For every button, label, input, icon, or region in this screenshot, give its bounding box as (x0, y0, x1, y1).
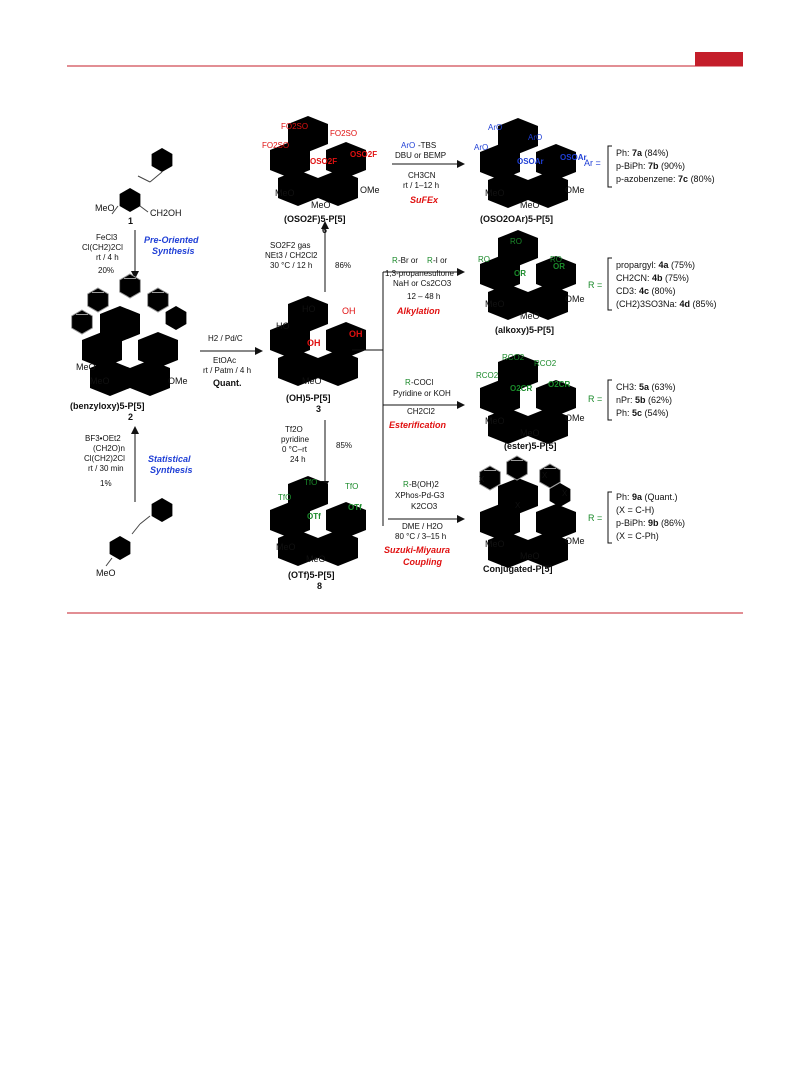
fluorosulfation-cond-1: SO2F2 gas (270, 241, 311, 250)
compound-7-g2: ArO (528, 133, 543, 142)
sufex-reagent-prefix: ArO (401, 141, 416, 150)
compound-6-meo-2: MeO (311, 200, 331, 210)
compound-8-meo-1: MeO (276, 542, 296, 552)
sufex-cond-2: CH3CN (408, 171, 436, 180)
compound-6-ome: OMe (360, 185, 380, 195)
ester-cond-1: Pyridine or KOH (393, 389, 451, 398)
statistical-yield: 1% (100, 479, 112, 488)
compound-8-t1: TfO (304, 478, 318, 487)
compound-3-ho-2: HO (276, 321, 290, 331)
pre-oriented-title-2: Synthesis (152, 246, 195, 256)
compound-5-c2: RCO2 (534, 359, 557, 368)
compound-8-t4: OTf (307, 512, 321, 521)
compound-2-meo-a: MeO (76, 362, 96, 372)
compound-6-g3: FO2SO (262, 141, 290, 150)
compound-6-name: (OSO2F)5-P[5] (284, 214, 346, 224)
statistical-title-1: Statistical (148, 454, 191, 464)
suzuki-key: R = (588, 513, 603, 523)
pre-oriented-yield: 20% (98, 266, 115, 275)
ester-key: R = (588, 394, 603, 404)
compound-7-g5: OSOAr (560, 153, 587, 162)
conjugated-meo-1: MeO (485, 539, 505, 549)
statistical-cond-3: Cl(CH2)2Cl (84, 454, 125, 463)
sufex-cond-3: rt / 1–12 h (403, 181, 440, 190)
compound-8-t2: TfO (345, 482, 359, 491)
ester-list-item: nPr: 5b (62%) (616, 395, 673, 405)
deprotection-cond-2: EtOAc (213, 356, 237, 365)
compound-4-name: (alkoxy)5-P[5] (495, 325, 555, 335)
compound-8-number: 8 (317, 581, 323, 591)
suzuki-list (616, 492, 685, 541)
conjugated-x-2: X (542, 471, 548, 480)
compound-2-name: (benzyloxy)5-P[5] (70, 401, 145, 411)
compound-4-meo-1: MeO (485, 299, 505, 309)
conjugated-name: Conjugated-P[5] (483, 564, 553, 574)
ester-list (616, 382, 676, 418)
compound-6-g5: OSO2F (350, 150, 378, 159)
alkylation-name: Alkylation (397, 306, 441, 316)
suzuki-cond-2: K2CO3 (411, 502, 438, 511)
compound-1-substituent: CH2OH (150, 208, 182, 218)
sufex-cond-1: DBU or BEMP (395, 151, 447, 160)
compound-7-g1: ArO (488, 123, 503, 132)
compound-6-g1: FO2SO (281, 122, 309, 131)
alkylation-reagent-r1-text: -Br or (398, 256, 418, 265)
triflation-cond-4: 24 h (290, 455, 306, 464)
esterification-name: Esterification (389, 420, 447, 430)
compound-3-name: (OH)5-P[5] (286, 393, 331, 403)
conjugated-ome: OMe (565, 536, 585, 546)
ester-bracket (608, 380, 612, 420)
alkyl-list-item: (CH2)3SO3Na: 4d (85%) (616, 299, 717, 309)
triflation-cond-3: 0 °C–rt (282, 445, 307, 454)
compound-3-meo: MeO (302, 376, 322, 386)
alkyl-key: R = (588, 280, 603, 290)
fluorosulfation-yield: 86% (335, 261, 352, 270)
conjugated-meo-2: MeO (520, 551, 540, 561)
alkyl-list-item: propargyl: 4a (75%) (616, 260, 696, 270)
compound-4-ro-2: RO (478, 255, 490, 264)
compound-5-meo-2: MeO (520, 428, 540, 438)
compound-8-t5: OTf (348, 503, 362, 512)
compound-3-ho-1: HO (302, 304, 316, 314)
suzuki-name-1: Suzuki-Miyaura (384, 545, 451, 555)
compound-4-ro-3: RO (550, 255, 562, 264)
pre-oriented-title-1: Pre-Oriented (144, 235, 199, 245)
statistical-cond-4: rt / 30 min (88, 464, 124, 473)
compound-4-meo-2: MeO (520, 311, 540, 321)
compound-4-or-2: OR (553, 262, 565, 271)
suzuki-reagent-suffix: -B(OH)2 (409, 480, 439, 489)
alkylation-reagent-r2-text: -I or (433, 256, 448, 265)
triflation-yield: 85% (336, 441, 353, 450)
alkylation-cond-1: 1,3-propanesultone (385, 269, 454, 278)
compound-5-name: (ester)5-P[5] (504, 441, 557, 451)
conjugated-x-4: X (562, 489, 568, 498)
suzuki-list-item: (X = C-Ph) (616, 531, 659, 541)
compound-3-oh-3: OH (349, 329, 363, 339)
compound-5-ome: OMe (565, 413, 585, 423)
alkyl-list-item: CH2CN: 4b (75%) (616, 273, 690, 283)
compound-2-meo-b: MeO (90, 376, 110, 386)
compound-3-oh-2: OH (307, 338, 321, 348)
suzuki-bracket (608, 492, 612, 543)
compound-5-c1: RCO2 (502, 353, 525, 362)
compound-3-number: 3 (316, 404, 322, 414)
statistical-cond-1: BF3•OEt2 (85, 434, 121, 443)
compound-4-or-1: OR (514, 269, 526, 278)
compound-8-t3: TfO (278, 493, 292, 502)
compound-7-meo-2: MeO (520, 200, 540, 210)
compound-5-meo-1: MeO (485, 416, 505, 426)
conjugated-x-1: X (479, 475, 485, 484)
suzuki-name-2: Coupling (403, 557, 442, 567)
compound-7-ome: OMe (565, 185, 585, 195)
alkyl-list (616, 260, 717, 309)
aryl-bracket (608, 146, 612, 187)
deprotection-cond-1: H2 / Pd/C (208, 334, 243, 343)
fluorosulfation-cond-2: NEt3 / CH2Cl2 (265, 251, 318, 260)
compound-5-c5: O2CR (548, 380, 571, 389)
alkylation-cond-3: 12 – 48 h (407, 292, 441, 301)
compound-4-ro-1: RO (510, 237, 522, 246)
compound-2-number: 2 (128, 412, 134, 422)
statistical-monomer-methoxy: MeO (96, 568, 116, 578)
pre-oriented-cond-1: FeCl3 (96, 233, 118, 242)
sufex-name: SuFEx (410, 195, 439, 205)
compound-5-c4: O2CR (510, 384, 533, 393)
pre-oriented-cond-3: rt / 4 h (96, 253, 119, 262)
compound-1-number: 1 (128, 216, 134, 226)
suzuki-cond-3: DME / H2O (402, 522, 443, 531)
compound-8-meo-2: MeO (306, 554, 326, 564)
alkylation-reagent-r2: R (427, 256, 433, 265)
compound-3-oh-1: OH (342, 306, 356, 316)
compound-4-ome: OMe (565, 294, 585, 304)
suzuki-list-item: Ph: 9a (Quant.) (616, 492, 678, 502)
suzuki-list-item: (X = C-H) (616, 505, 655, 515)
suzuki-cond-1: XPhos-Pd-G3 (395, 491, 445, 500)
deprotection-cond-3: rt / Patm / 4 h (203, 366, 252, 375)
deprotection-yield: Quant. (213, 378, 242, 388)
suzuki-reagent-prefix: R (403, 480, 409, 489)
pre-oriented-cond-2: Cl(CH2)2Cl (82, 243, 123, 252)
ester-reagent-prefix: R (405, 378, 411, 387)
aryl-list (616, 148, 715, 184)
alkyl-bracket (608, 258, 612, 310)
compound-1-methoxy: MeO (95, 203, 115, 213)
statistical-cond-2: (CH2O)n (93, 444, 126, 453)
header-tab (695, 52, 743, 66)
compound-6-number: 6 (322, 225, 328, 235)
aryl-list-item: p-BiPh: 7b (90%) (616, 161, 686, 171)
compound-5-c3: RCO2 (476, 371, 499, 380)
compound-8-name: (OTf)5-P[5] (288, 570, 335, 580)
ester-list-item: CH3: 5a (63%) (616, 382, 676, 392)
alkylation-cond-2: NaH or Cs2CO3 (393, 279, 452, 288)
compound-6-meo-1: MeO (275, 188, 295, 198)
conjugated-x-3: X (515, 501, 521, 510)
compound-2-ome: OMe (168, 376, 188, 386)
statistical-title-2: Synthesis (150, 465, 193, 475)
suzuki-list-item: p-BiPh: 9b (86%) (616, 518, 686, 528)
alkylation-reagent-r1: R (392, 256, 398, 265)
suzuki-cond-4: 80 °C / 3–15 h (395, 532, 447, 541)
aryl-key: Ar = (584, 158, 601, 168)
aryl-list-item: Ph: 7a (84%) (616, 148, 669, 158)
ester-list-item: Ph: 5c (54%) (616, 408, 669, 418)
compound-6-g4: OSO2F (310, 157, 338, 166)
alkyl-list-item: CD3: 4c (80%) (616, 286, 676, 296)
compound-7-name: (OSO2OAr)5-P[5] (480, 214, 554, 224)
sufex-reagent-suffix: -TBS (418, 141, 437, 150)
triflation-cond-1: Tf2O (285, 425, 303, 434)
compound-1-structure (112, 148, 172, 214)
ester-cond-2: CH2Cl2 (407, 407, 436, 416)
compound-4-structure (474, 230, 582, 324)
compound-6-g2: FO2SO (330, 129, 358, 138)
triflation-cond-2: pyridine (281, 435, 310, 444)
compound-7-meo-1: MeO (485, 188, 505, 198)
ester-reagent-suffix: -COCl (411, 378, 434, 387)
statistical-monomer-structure (106, 498, 172, 566)
fluorosulfation-cond-3: 30 °C / 12 h (270, 261, 313, 270)
compound-7-g4: OSOAr (517, 157, 544, 166)
aryl-list-item: p-azobenzene: 7c (80%) (616, 174, 715, 184)
compound-7-g3: ArO (474, 143, 489, 152)
